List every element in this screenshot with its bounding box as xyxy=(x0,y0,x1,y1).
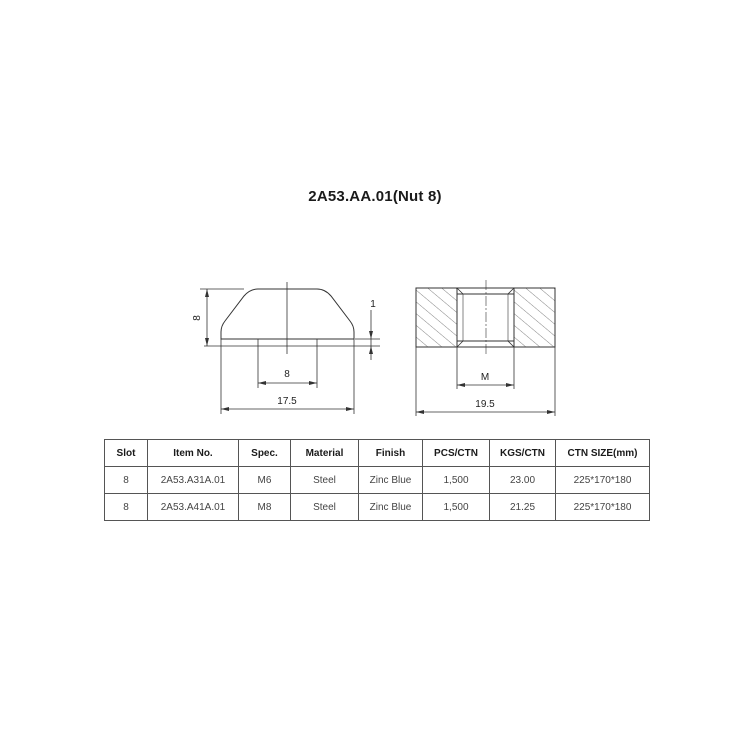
cell-spec: M8 xyxy=(239,494,291,521)
cell-item-no: 2A53.A31A.01 xyxy=(148,467,239,494)
header-ctn-size: CTN SIZE(mm) xyxy=(556,440,650,467)
table-row xyxy=(105,467,650,494)
header-slot: Slot xyxy=(105,440,148,467)
header-spec: Spec. xyxy=(239,440,291,467)
cell-pcs-ctn: 1,500 xyxy=(423,467,490,494)
right-hatched-section xyxy=(514,288,555,347)
cell-pcs-ctn: 1,500 xyxy=(423,494,490,521)
front-view xyxy=(200,282,380,414)
header-pcs-ctn: PCS/CTN xyxy=(423,440,490,467)
thread-dimension-label: M xyxy=(480,372,490,383)
cell-kgs-ctn: 23.00 xyxy=(490,467,556,494)
cell-spec: M6 xyxy=(239,467,291,494)
cell-kgs-ctn: 21.25 xyxy=(490,494,556,521)
slot-width-dimension-label: 8 xyxy=(284,369,290,380)
table-row xyxy=(105,494,650,521)
cell-material: Steel xyxy=(291,467,359,494)
spec-table xyxy=(104,439,650,521)
cell-slot: 8 xyxy=(105,467,148,494)
height-dimension-label: 8 xyxy=(192,315,203,321)
header-finish: Finish xyxy=(359,440,423,467)
cell-slot: 8 xyxy=(105,494,148,521)
header-material: Material xyxy=(291,440,359,467)
left-hatched-section xyxy=(416,288,457,347)
cell-material: Steel xyxy=(291,494,359,521)
side-view xyxy=(416,280,555,416)
header-kgs-ctn: KGS/CTN xyxy=(490,440,556,467)
nut-profile-outline xyxy=(221,289,354,339)
cell-finish: Zinc Blue xyxy=(359,494,423,521)
cell-item-no: 2A53.A41A.01 xyxy=(148,494,239,521)
threaded-hole xyxy=(457,294,514,341)
cell-ctn-size: 225*170*180 xyxy=(556,494,650,521)
table-header-row xyxy=(105,440,650,467)
overall-width-dimension-label: 17.5 xyxy=(277,396,297,407)
cell-ctn-size: 225*170*180 xyxy=(556,467,650,494)
side-width-dimension-label: 19.5 xyxy=(475,399,495,410)
cell-finish: Zinc Blue xyxy=(359,467,423,494)
drawing-title: 2A53.AA.01(Nut 8) xyxy=(308,188,442,205)
header-item-no: Item No. xyxy=(148,440,239,467)
offset-dimension-label: 1 xyxy=(370,299,376,310)
